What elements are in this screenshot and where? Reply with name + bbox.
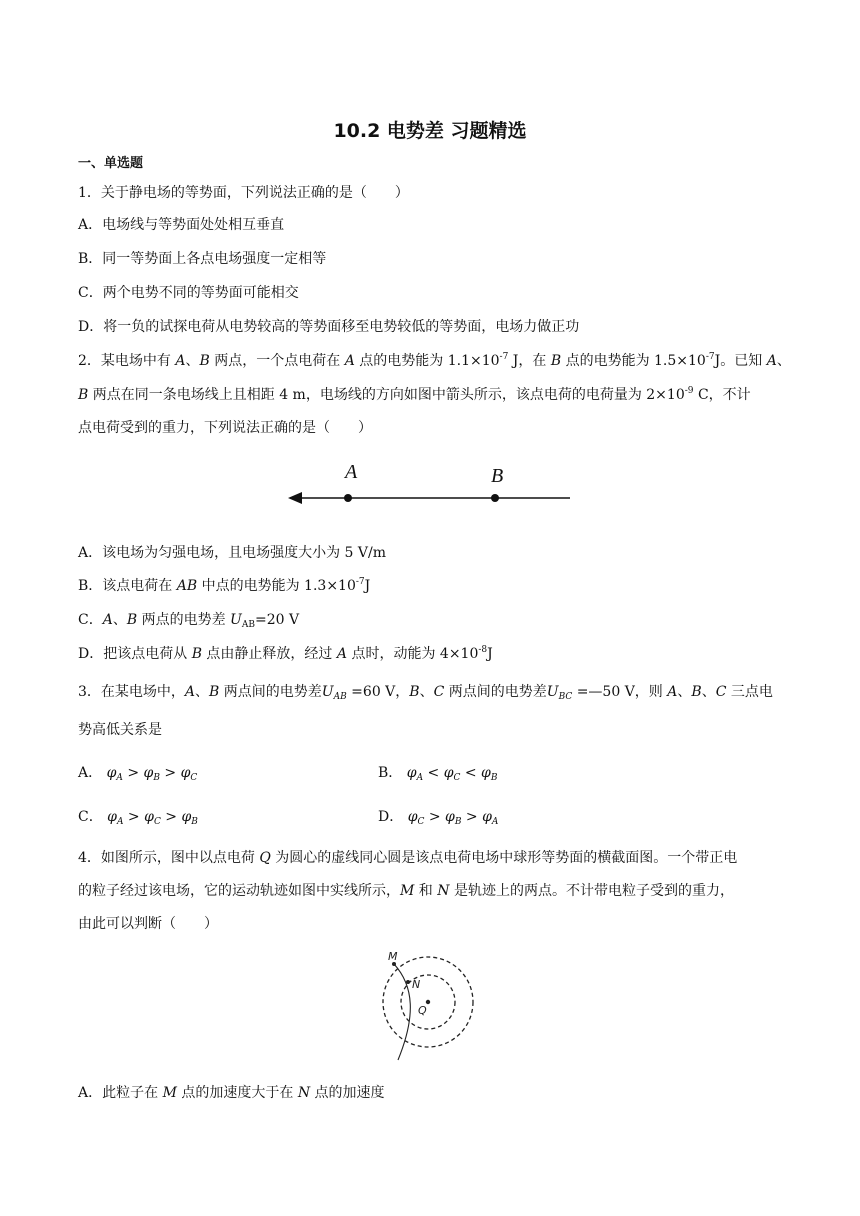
point-b-dot (491, 494, 499, 502)
q1-option-b: B．同一等势面上各点电场强度一定相等 (78, 251, 327, 267)
particle-trajectory (394, 964, 410, 1060)
q1-stem: 1．关于静电场的等势面，下列说法正确的是（ ） (78, 185, 409, 201)
field-line-diagram (280, 455, 580, 515)
q3-option-b: B． $\varphi_A < \varphi_C < \varphi_B$ (378, 765, 498, 783)
page-title: 10.2 电势差 习题精选 (333, 120, 527, 142)
point-a-label: A (345, 461, 358, 483)
q4-stem-line2: 的粒子经过该电场，它的运动轨迹如图中实线所示，M 和 N 是轨迹上的两点。不计带电粒子受到的重力， (78, 883, 734, 899)
q1-option-d: D．将一负的试探电荷从电势较高的等势面移至电势较低的等势面，电场力做正功 (78, 319, 580, 335)
q2-stem-line1: 2．某电场中有 A、B 两点，一个点电荷在 A 点的电势能为 $1.1\times 10^{-7}$ J，在 B 点的电势能为 $1.5\times 10^{-7}J$。已知 A、 (78, 352, 791, 369)
equipotential-diagram (372, 946, 488, 1064)
q3-stem-line1: 3．在某电场中，A、B 两点间的电势差$U_{AB} =60$ V，B、C 两点间的电势差$U_{BC}$ =—50 V，则 A、B、C 三点电 (78, 684, 773, 702)
q3-stem-line2: 势高低关系是 (78, 722, 162, 738)
q1-option-c: C．两个电势不同的等势面可能相交 (78, 285, 299, 301)
q4-stem-line3: 由此可以判断（ ） (78, 916, 218, 932)
section-heading: 一、单选题 (78, 156, 144, 171)
point-n-dot (406, 980, 410, 984)
q2-option-c: C．A、B 两点的电势差 $U_{AB}=20$ V (78, 612, 300, 630)
q2-stem-line2: B 两点在同一条电场线上且相距 4 m，电场线的方向如图中箭头所示，该点电荷的电荷量为 $2\times 10^{-9}$ C，不计 (78, 386, 751, 403)
point-b-label: B (491, 465, 504, 487)
q2-stem-line3: 点电荷受到的重力，下列说法正确的是（ ） (78, 420, 372, 436)
label-q: Q (418, 1004, 427, 1017)
label-n: N (412, 978, 421, 991)
q3-option-a: A． $\varphi_A > \varphi_B > \varphi_C$ (78, 765, 198, 783)
label-m: M (388, 950, 398, 963)
q2-option-a: A．该电场为匀强电场，且电场强度大小为 5 V/m (78, 545, 387, 561)
q3-option-c: C． $\varphi_A > \varphi_C > \varphi_B$ (78, 809, 198, 827)
field-arrow-head (288, 492, 302, 504)
q3-option-d: D． $\varphi_C > \varphi_B > \varphi_A$ (378, 809, 499, 827)
q4-option-a: A．此粒子在 M 点的加速度大于在 N 点的加速度 (78, 1085, 385, 1101)
q4-stem-line1: 4．如图所示，图中以点电荷 Q 为圆心的虚线同心圆是该点电荷电场中球形等势面的横截面图。一个带正电 (78, 850, 738, 866)
q2-option-b: B．该点电荷在 AB 中点的电势能为 $1.3\times 10^{-7}J$ (78, 577, 371, 594)
q1-option-a: A．电场线与等势面处处相互垂直 (78, 217, 285, 233)
q2-option-d: D．把该点电荷从 B 点由静止释放，经过 A 点时，动能为 $4\times 10^{-8}J$ (78, 645, 493, 662)
point-a-dot (344, 494, 352, 502)
